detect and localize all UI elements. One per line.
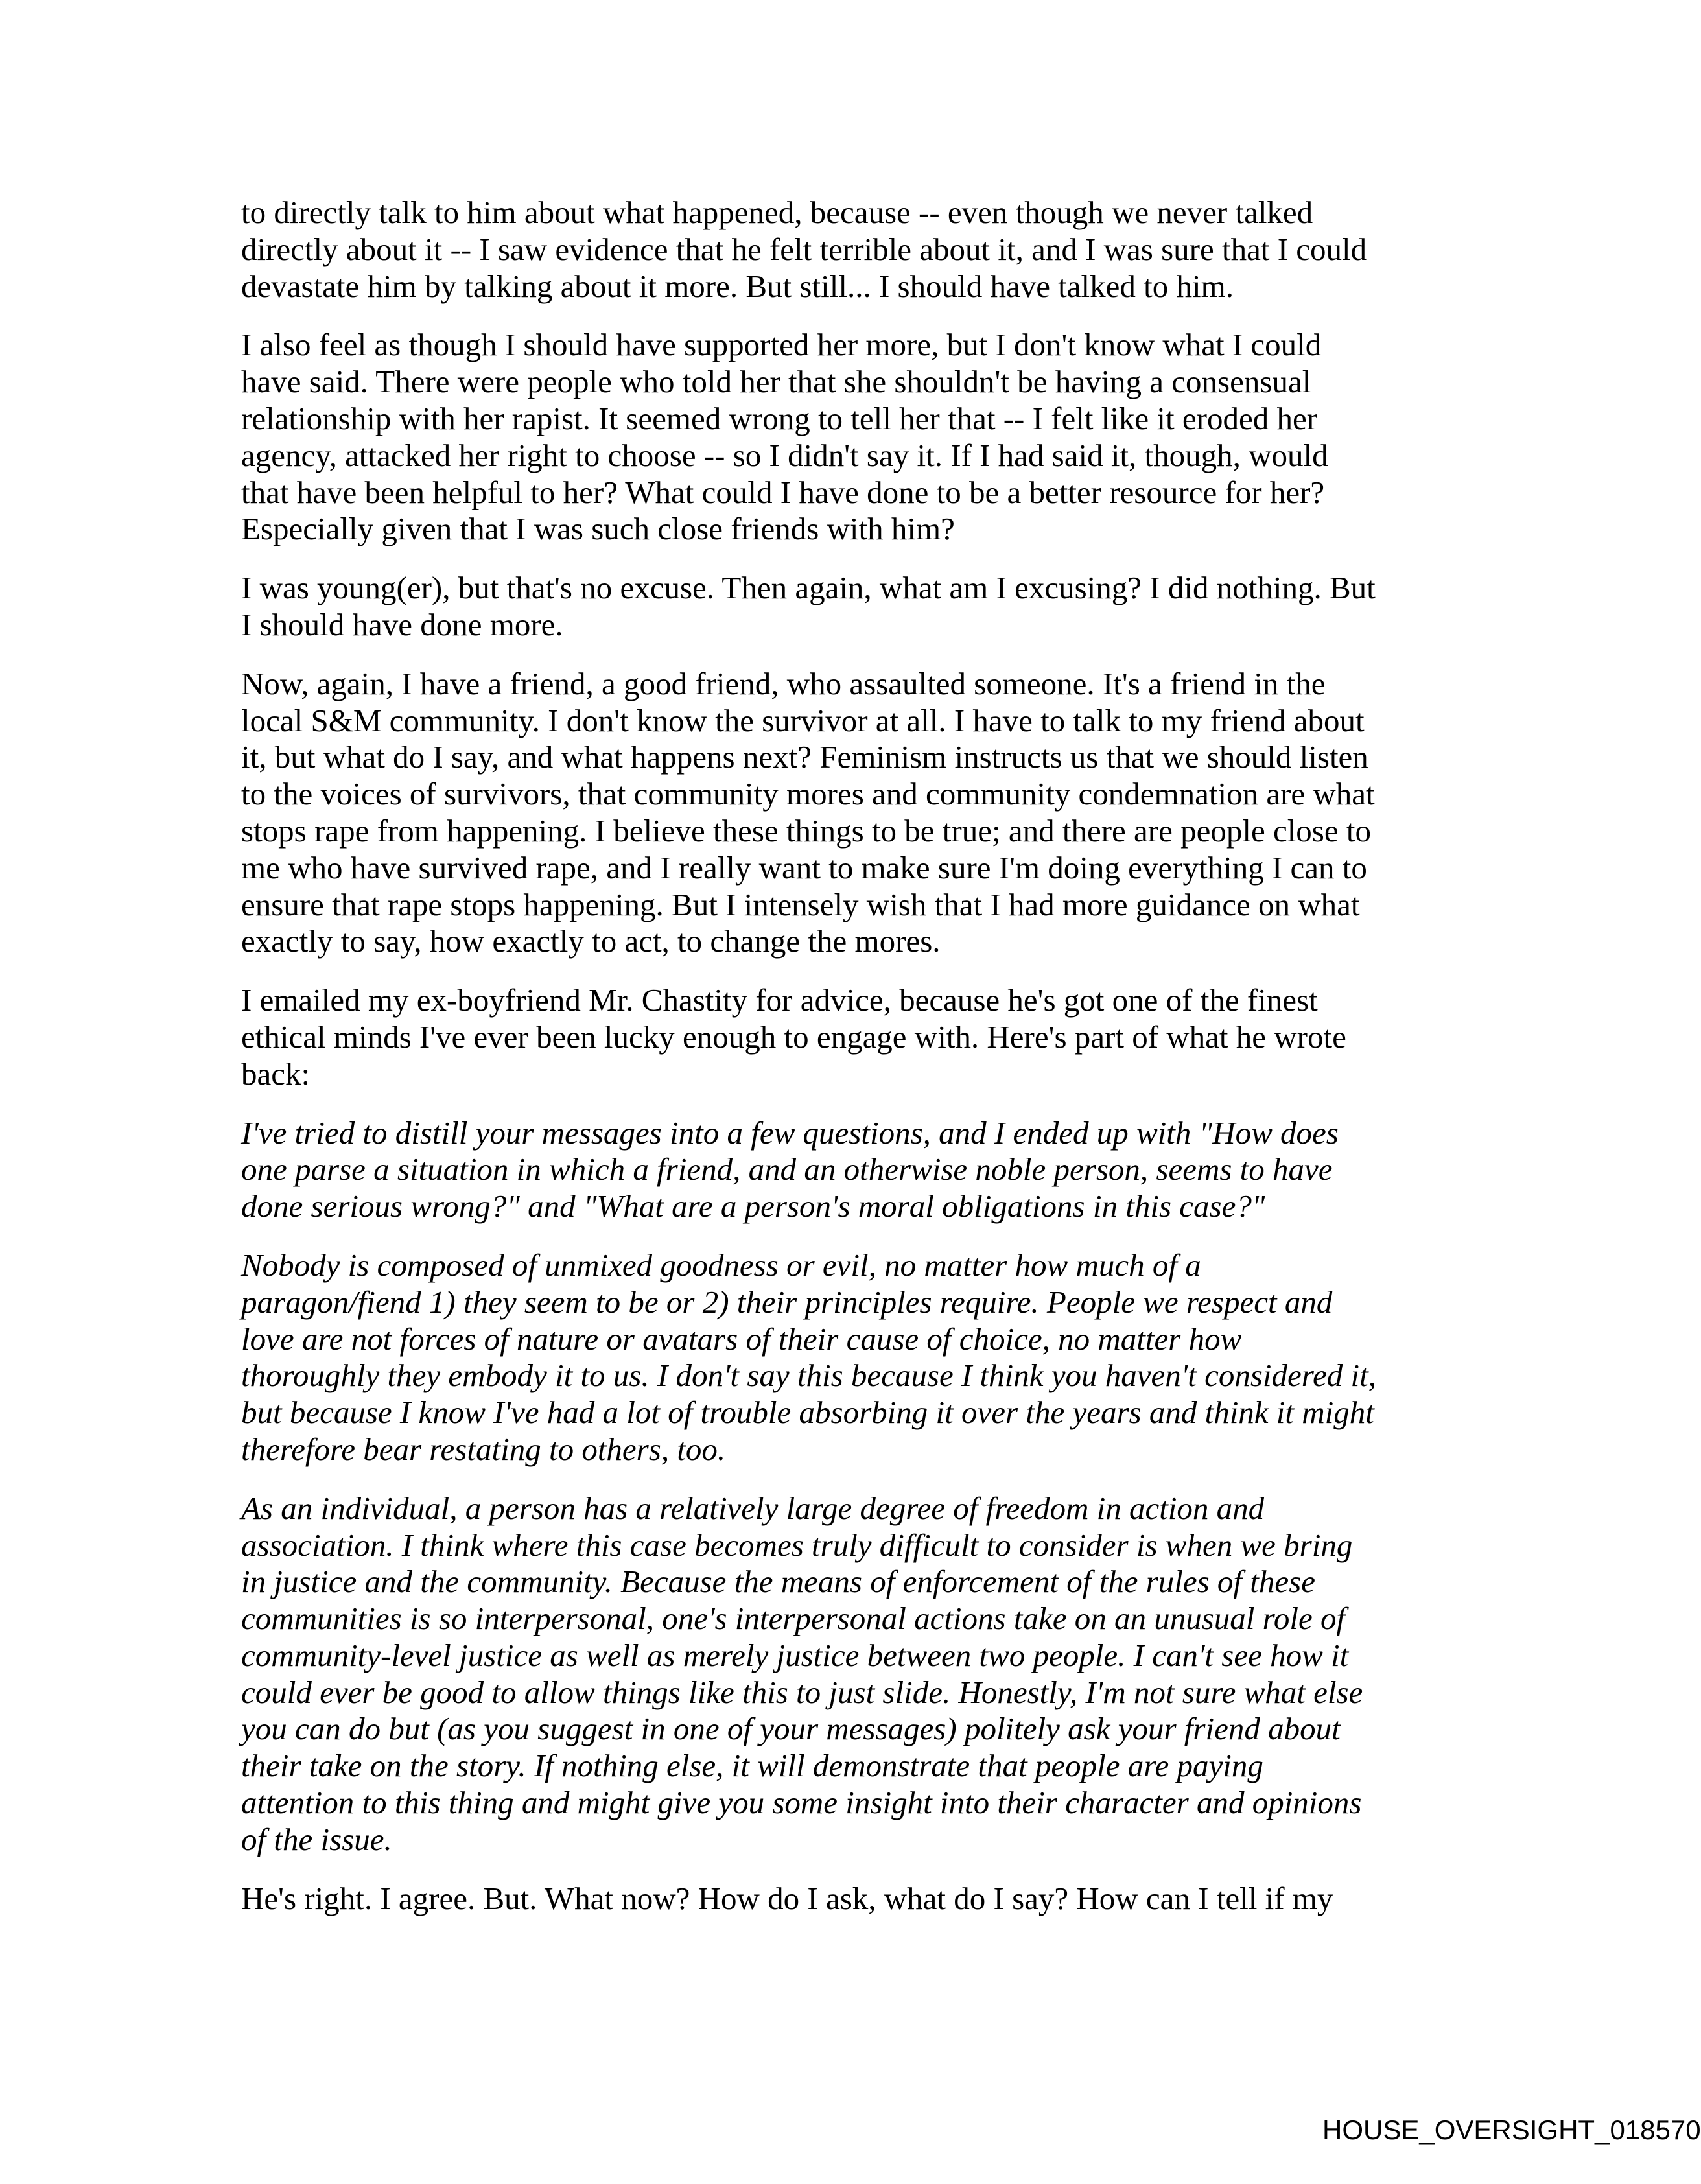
text-line: therefore bear restating to others, too. bbox=[241, 1431, 726, 1467]
paragraph bbox=[241, 982, 1408, 1092]
text-line: I should have done more. bbox=[241, 606, 563, 642]
quoted-paragraph bbox=[241, 1247, 1408, 1468]
paragraph bbox=[241, 570, 1408, 644]
paragraph bbox=[241, 327, 1408, 548]
text-line: local S&M community. I don't know the survivor at all. I have to talk to my friend about bbox=[241, 702, 1365, 738]
paragraph bbox=[241, 1881, 1408, 1918]
text-line: exactly to say, how exactly to act, to change the mores. bbox=[241, 923, 941, 959]
text-line: it, but what do I say, and what happens next? Feminism instructs us that we should listen bbox=[241, 739, 1368, 775]
text-line: stops rape from happening. I believe these things to be true; and there are people close to bbox=[241, 812, 1371, 849]
text-line: association. I think where this case becomes truly difficult to consider is when we bring bbox=[241, 1527, 1353, 1563]
text-line: done serious wrong?" and "What are a person's moral obligations in this case?" bbox=[241, 1188, 1265, 1225]
text-line: thoroughly they embody it to us. I don't say this because I think you haven't considered it, bbox=[241, 1357, 1377, 1394]
text-line: you can do but (as you suggest in one of your messages) politely ask your friend about bbox=[241, 1711, 1341, 1747]
text-line: agency, attacked her right to choose -- so I didn't say it. If I had said it, though, would bbox=[241, 437, 1328, 473]
text-line: I've tried to distill your messages into a few questions, and I ended up with "How does bbox=[241, 1114, 1339, 1151]
text-line: but because I know I've had a lot of trouble absorbing it over the years and think it might bbox=[241, 1394, 1374, 1431]
text-line: communities is so interpersonal, one's interpersonal actions take on an unusual role of bbox=[241, 1601, 1346, 1637]
text-line: paragon/fiend 1) they seem to be or 2) their principles require. People we respect and bbox=[241, 1284, 1333, 1320]
text-line: to the voices of survivors, that community mores and community condemnation are what bbox=[241, 776, 1375, 812]
text-line: me who have survived rape, and I really want to make sure I'm doing everything I can to bbox=[241, 849, 1367, 886]
quoted-paragraph bbox=[241, 1490, 1408, 1859]
text-line: could ever be good to allow things like this to just slide. Honestly, I'm not sure what else bbox=[241, 1674, 1363, 1710]
paragraph bbox=[241, 666, 1408, 960]
text-line: to directly talk to him about what happened, because -- even though we never talked bbox=[241, 194, 1313, 230]
quoted-paragraph bbox=[241, 1115, 1408, 1225]
text-line: community-level justice as well as merely justice between two people. I can't see how it bbox=[241, 1637, 1349, 1673]
text-line: directly about it -- I saw evidence that he felt terrible about it, and I was sure that I could bbox=[241, 231, 1367, 267]
text-line: in justice and the community. Because the means of enforcement of the rules of these bbox=[241, 1564, 1315, 1600]
text-line: As an individual, a person has a relatively large degree of freedom in action and bbox=[241, 1490, 1265, 1526]
text-line: devastate him by talking about it more. But still... I should have talked to him. bbox=[241, 268, 1234, 304]
text-line: that have been helpful to her? What could I have done to be a better resource for her? bbox=[241, 474, 1325, 510]
document-body bbox=[241, 194, 1408, 1939]
text-line: attention to this thing and might give you some insight into their character and opinions bbox=[241, 1785, 1362, 1821]
text-line: one parse a situation in which a friend, and an otherwise noble person, seems to have bbox=[241, 1151, 1333, 1188]
paragraph bbox=[241, 194, 1408, 305]
text-line: love are not forces of nature or avatars of their cause of choice, no matter how bbox=[241, 1321, 1242, 1357]
text-line: He's right. I agree. But. What now? How do I ask, what do I say? How can I tell if my bbox=[241, 1880, 1333, 1916]
text-line: I also feel as though I should have supported her more, but I don't know what I could bbox=[241, 327, 1322, 363]
text-line: Nobody is composed of unmixed goodness or evil, no matter how much of a bbox=[241, 1247, 1201, 1283]
text-line: of the issue. bbox=[241, 1821, 392, 1857]
text-line: relationship with her rapist. It seemed wrong to tell her that -- I felt like it eroded her bbox=[241, 400, 1318, 436]
text-line: I emailed my ex-boyfriend Mr. Chastity for advice, because he's got one of the finest bbox=[241, 982, 1318, 1018]
text-line: back: bbox=[241, 1055, 311, 1092]
text-line: ensure that rape stops happening. But I intensely wish that I had more guidance on what bbox=[241, 886, 1360, 922]
text-line: their take on the story. If nothing else, it will demonstrate that people are paying bbox=[241, 1748, 1263, 1784]
text-line: ethical minds I've ever been lucky enough to engage with. Here's part of what he wrote bbox=[241, 1018, 1346, 1055]
text-line: I was young(er), but that's no excuse. Then again, what am I excusing? I did nothing. But bbox=[241, 570, 1376, 606]
text-line: have said. There were people who told her that she shouldn't be having a consensual bbox=[241, 364, 1311, 400]
bates-number: HOUSE_OVERSIGHT_018570 bbox=[1322, 2115, 1701, 2145]
text-line: Now, again, I have a friend, a good friend, who assaulted someone. It's a friend in the bbox=[241, 665, 1326, 701]
text-line: Especially given that I was such close friends with him? bbox=[241, 511, 955, 547]
